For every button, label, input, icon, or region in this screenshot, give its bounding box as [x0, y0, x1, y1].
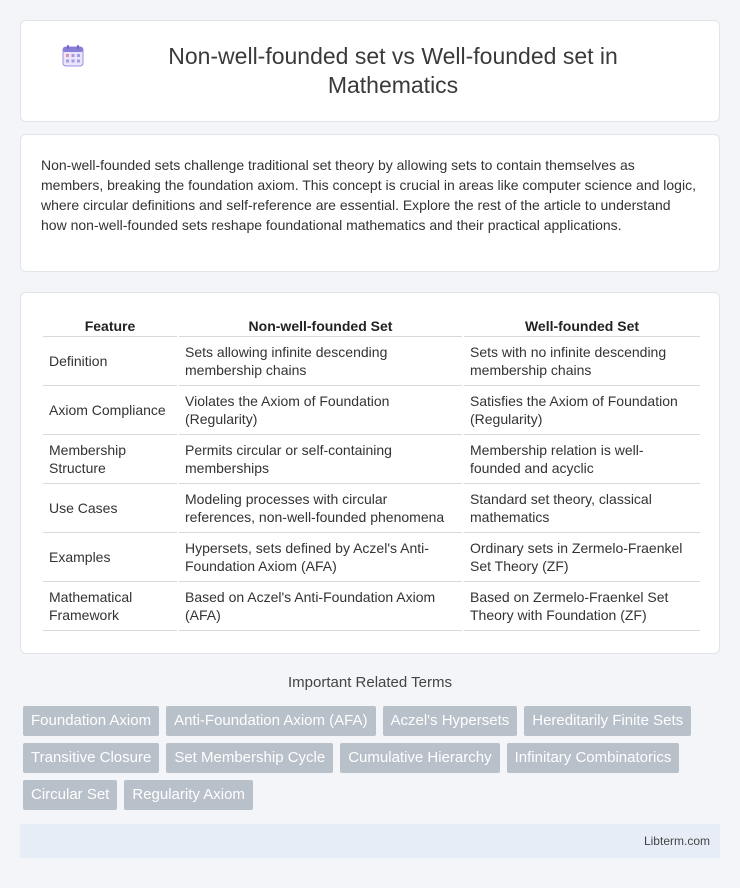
row-feature: Definition	[43, 337, 177, 386]
title-card	[20, 20, 720, 122]
title-wrap	[21, 42, 719, 100]
table-row	[43, 582, 700, 631]
tag-regularity-axiom[interactable]: Regularity Axiom	[124, 780, 253, 810]
row-well-founded: Ordinary sets in Zermelo-Fraenkel Set Theory (ZF)	[464, 533, 700, 582]
table-row	[43, 533, 700, 582]
intro-card	[20, 134, 720, 272]
page-title: Non-well-founded set vs Well-founded set in Mathematics	[168, 43, 618, 98]
row-feature: Use Cases	[43, 484, 177, 533]
row-non-well-founded: Hypersets, sets defined by Aczel's Anti-Foundation Axiom (AFA)	[179, 533, 462, 582]
header-non-well-founded: Non-well-founded Set	[179, 315, 462, 337]
row-non-well-founded: Based on Aczel's Anti-Foundation Axiom (AFA)	[179, 582, 462, 631]
tag-foundation-axiom[interactable]: Foundation Axiom	[23, 706, 159, 736]
related-terms-list	[23, 706, 723, 817]
row-feature: Axiom Compliance	[43, 386, 177, 435]
table-row	[43, 337, 700, 386]
row-non-well-founded: Permits circular or self-containing memberships	[179, 435, 462, 484]
row-feature: Membership Structure	[43, 435, 177, 484]
row-well-founded: Based on Zermelo-Fraenkel Set Theory with Foundation (ZF)	[464, 582, 700, 631]
row-non-well-founded: Violates the Axiom of Foundation (Regularity)	[179, 386, 462, 435]
comparison-card	[20, 292, 720, 654]
calendar-icon	[61, 44, 85, 68]
tag-circular-set[interactable]: Circular Set	[23, 780, 117, 810]
row-non-well-founded: Modeling processes with circular references, non-well-founded phenomena	[179, 484, 462, 533]
row-non-well-founded: Sets allowing infinite descending membership chains	[179, 337, 462, 386]
row-well-founded: Membership relation is well-founded and acyclic	[464, 435, 700, 484]
related-terms-title: Important Related Terms	[288, 674, 452, 691]
header-feature: Feature	[43, 315, 177, 337]
row-well-founded: Standard set theory, classical mathematics	[464, 484, 700, 533]
row-well-founded: Sets with no infinite descending membership chains	[464, 337, 700, 386]
tag-cumulative-hierarchy[interactable]: Cumulative Hierarchy	[340, 743, 499, 773]
tag-infinitary-combinatorics[interactable]: Infinitary Combinatorics	[507, 743, 680, 773]
tag-set-membership-cycle[interactable]: Set Membership Cycle	[166, 743, 333, 773]
comparison-table	[41, 315, 702, 631]
tag-aczels-hypersets[interactable]: Aczel's Hypersets	[383, 706, 518, 736]
header-well-founded: Well-founded Set	[464, 315, 700, 337]
intro-paragraph: Non-well-founded sets challenge traditional set theory by allowing sets to contain themselves as members, breaking the foundation axiom. This concept is crucial in areas like computer science and logic, where circular definitions and self-reference are essential. Explore the rest of the article to understand how non-well-founded sets reshape foundational mathematics and their practical applications.	[41, 157, 696, 233]
table-row	[43, 435, 700, 484]
row-feature: Examples	[43, 533, 177, 582]
tag-transitive-closure[interactable]: Transitive Closure	[23, 743, 159, 773]
row-well-founded: Satisfies the Axiom of Foundation (Regularity)	[464, 386, 700, 435]
footer	[20, 824, 720, 858]
tag-hereditarily-finite-sets[interactable]: Hereditarily Finite Sets	[524, 706, 691, 736]
table-row	[43, 386, 700, 435]
table-row	[43, 484, 700, 533]
table-header-row	[43, 315, 700, 337]
tag-anti-foundation-axiom[interactable]: Anti-Foundation Axiom (AFA)	[166, 706, 375, 736]
footer-site-link[interactable]: Libterm.com	[643, 834, 710, 848]
row-feature: Mathematical Framework	[43, 582, 177, 631]
